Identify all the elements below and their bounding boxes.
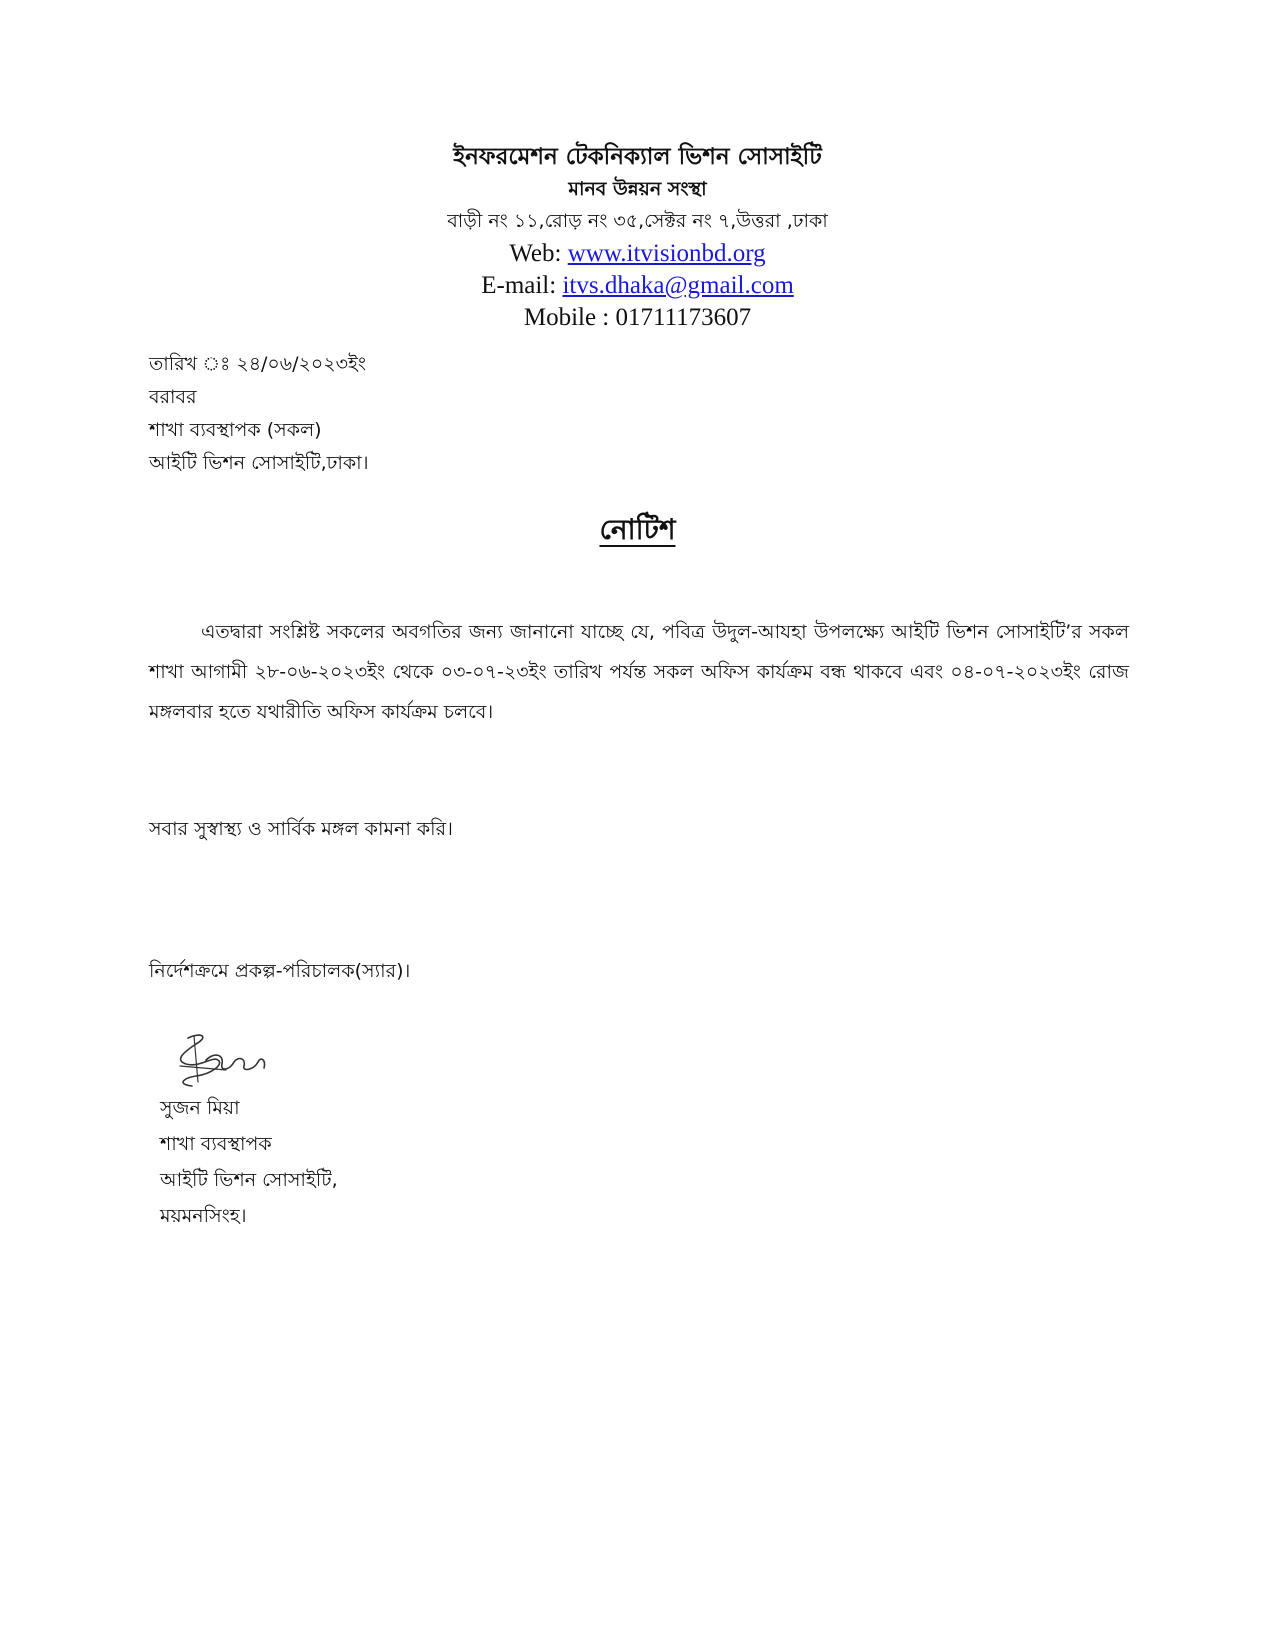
notice-date: তারিখ ঃ ২৪/০৬/২০২৩ইং	[149, 353, 367, 375]
by-order-line: নির্দেশক্রমে প্রকল্প-পরিচালক(স্যার)।	[149, 960, 411, 982]
recipient-block	[149, 348, 368, 480]
web-line	[0, 238, 1275, 270]
letterhead	[0, 140, 1275, 334]
wish-line: সবার সুস্বাস্থ্য ও সার্বিক মঙ্গল কামনা করি।	[149, 818, 453, 840]
recipient-designation: শাখা ব্যবস্থাপক (সকল)	[149, 419, 322, 441]
recipient-organization: আইটি ভিশন সোসাইটি,ঢাকা।	[149, 452, 369, 474]
signature-icon	[166, 1030, 276, 1090]
notice-title	[0, 510, 1275, 550]
organization-tagline: মানব উন্নয়ন সংস্থা	[568, 178, 707, 200]
signatory-organization: আইটি ভিশন সোসাইটি,	[160, 1169, 338, 1191]
signatory-name: সুজন মিয়া	[160, 1097, 240, 1119]
email-line	[0, 270, 1275, 302]
email-link[interactable]: itvs.dhaka@gmail.com	[562, 272, 794, 299]
signatory-location: ময়মনসিংহ।	[160, 1205, 247, 1227]
email-label: E-mail:	[481, 272, 563, 299]
web-label: Web:	[509, 240, 568, 267]
signatory-designation: শাখা ব্যবস্থাপক	[160, 1133, 272, 1155]
recipient-to: বরাবর	[149, 386, 197, 408]
notice-title-text: নোটিশ	[599, 513, 676, 546]
organization-address: বাড়ী নং ১১,রোড় নং ৩৫,সেক্টর নং ৭,উত্তরা ,ঢাকা	[447, 210, 828, 232]
notice-body: এতদ্বারা সংশ্লিষ্ট সকলের অবগতির জন্য জানানো যাচ্ছে যে, পবিত্র উদুল-আযহা উপলক্ষ্যে আইটি ভিশন সোসাইটি’র সকল শাখা আগামী ২৮-০৬-২০২৩ইং থেকে ০৩-০৭-২৩ইং তারিখ পর্যন্ত সকল অফিস কার্যক্রম বন্ধ থাকবে এবং ০৪-০৭-২০২৩ইং রোজ মঙ্গলবার হতে যথারীতি অফিস কার্যক্রম চলবে।	[149, 621, 1129, 723]
mobile-line: Mobile : 01711173607	[523, 304, 752, 331]
signatory-block	[160, 1090, 338, 1234]
website-link[interactable]: www.itvisionbd.org	[567, 240, 766, 267]
organization-name: ইনফরমেশন টেকনিক্যাল ভিশন সোসাইটি	[453, 144, 822, 170]
